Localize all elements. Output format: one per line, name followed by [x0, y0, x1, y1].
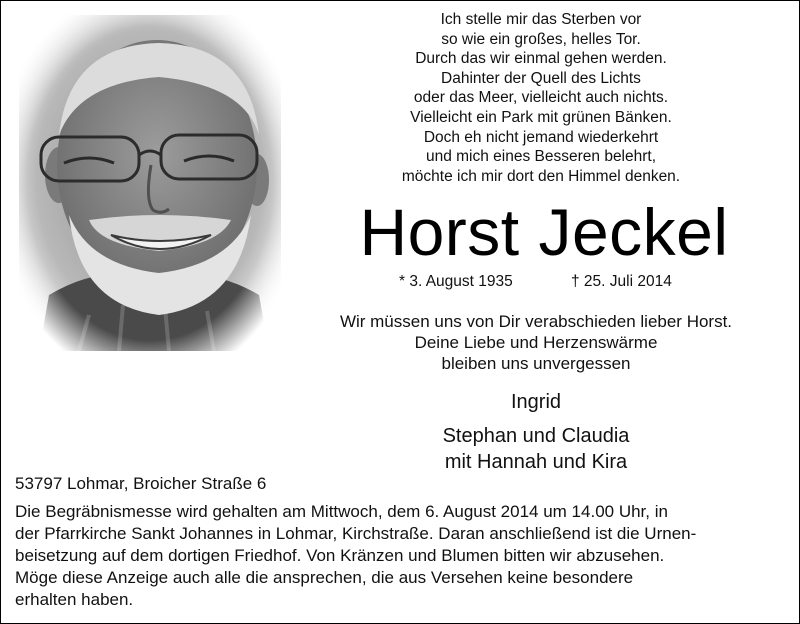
- farewell-line: Deine Liebe und Herzenswärme: [414, 333, 658, 352]
- portrait-image: [19, 15, 281, 351]
- mourner-grandchildren: mit Hannah und Kira: [444, 451, 628, 473]
- notice-line: erhalten haben.: [15, 590, 134, 609]
- notice-line: beisetzung auf dem dortigen Friedhof. Von Kränzen und Blumen bitten wir abzusehen.: [15, 546, 665, 565]
- farewell-line: Wir müssen uns von Dir verabschieden lieber Horst.: [339, 312, 733, 331]
- notice-line: der Pfarrkirche Sankt Johannes in Lohmar, Kirchstraße. Daran anschließend ist die Urnen-: [15, 524, 697, 543]
- farewell-message: [311, 311, 761, 374]
- poem-line: oder das Meer, vielleicht auch nichts.: [413, 89, 669, 107]
- notice-line: Möge diese Anzeige auch alle die ansprechen, die aus Versehen keine besondere: [15, 568, 634, 587]
- poem-line: so wie ein großes, helles Tor.: [441, 30, 641, 48]
- poem-line: und mich eines Besseren belehrt,: [425, 148, 657, 166]
- notice-line: Die Begräbnismesse wird gehalten am Mittwoch, dem 6. August 2014 um 14.00 Uhr, in: [15, 502, 668, 521]
- birth-date: * 3. August 1935: [399, 273, 513, 290]
- poem-line: Dahinter der Quell des Lichts: [441, 69, 641, 87]
- portrait-photo: [19, 15, 281, 351]
- poem-line: Durch das wir einmal gehen werden.: [415, 50, 667, 68]
- mourner-spouse: Ingrid: [510, 391, 562, 413]
- poem-line: möchte ich mir dort den Himmel denken.: [401, 167, 681, 185]
- mourners: [351, 389, 721, 475]
- poem-line: Ich stelle mir das Sterben vor: [440, 11, 642, 28]
- poem: [361, 10, 721, 186]
- death-date: † 25. Juli 2014: [571, 273, 672, 290]
- poem-line: Vielleicht ein Park mit grünen Bänken.: [410, 108, 672, 126]
- funeral-notice: [15, 501, 790, 611]
- mourner-children: Stephan und Claudia: [442, 425, 630, 447]
- farewell-line: bleiben uns unvergessen: [441, 354, 631, 373]
- deceased-name: Horst Jeckel: [359, 195, 729, 269]
- family-address: 53797 Lohmar, Broicher Straße 6: [15, 474, 267, 493]
- poem-line: Doch eh nicht jemand wiederkehrt: [423, 128, 659, 146]
